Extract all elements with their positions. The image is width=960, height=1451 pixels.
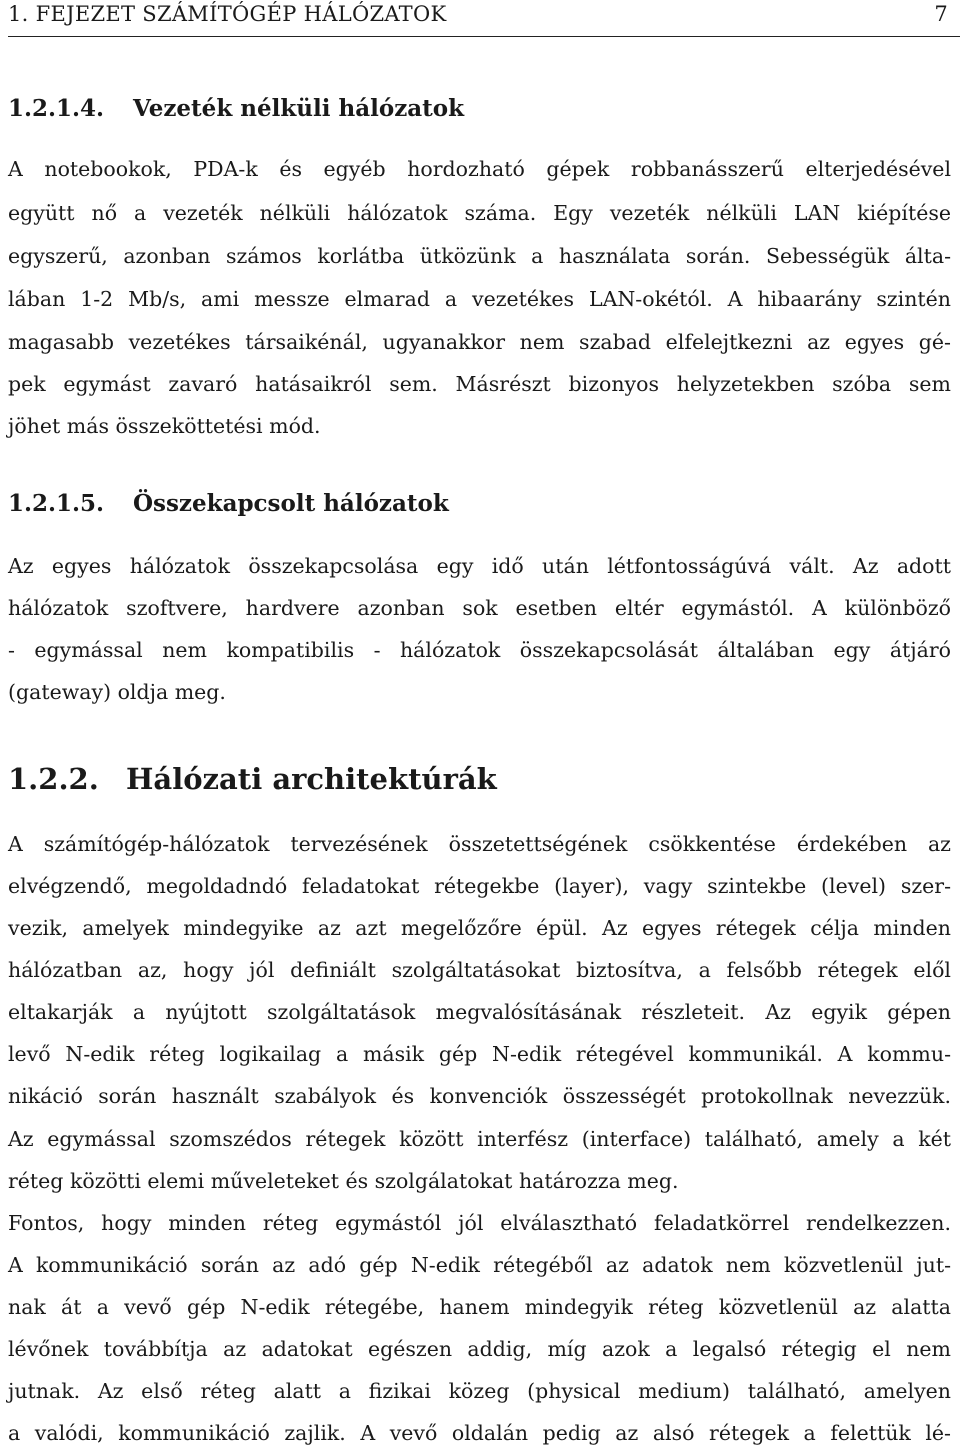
- paragraph-line: hálózatok szoftvere, hardvere azonban sok esetben eltér egymástól. A különböző: [8, 596, 951, 620]
- section-number: 1.2.2.: [8, 762, 99, 796]
- section-heading-wireless: [8, 95, 464, 122]
- section-title: Vezeték nélküli hálózatok: [133, 95, 465, 122]
- header-divider: [8, 36, 960, 37]
- paragraph-line: nikáció során használt szabályok és konvenciók összességét protokollnak nevezzük.: [8, 1084, 951, 1108]
- section-title: Hálózati architektúrák: [126, 762, 497, 796]
- paragraph-line: jutnak. Az első réteg alatt a fizikai közeg (physical medium) található, amelyen: [8, 1379, 951, 1403]
- paragraph-line: réteg közötti elemi műveleteket és szolgálatokat határozza meg.: [8, 1169, 679, 1193]
- paragraph-line: Az egymással szomszédos rétegek között interfész (interface) található, amely a két: [8, 1127, 951, 1151]
- paragraph-line: eltakarják a nyújtott szolgáltatások megvalósításának részleteit. Az egyik gépen: [8, 1000, 951, 1024]
- paragraph-line: Az egyes hálózatok összekapcsolása egy idő után létfontosságúvá vált. Az adott: [8, 554, 951, 578]
- paragraph-line: levő N-edik réteg logikailag a másik gép N-edik rétegével kommunikál. A kommu-: [8, 1042, 951, 1066]
- chapter-label: 1. FEJEZET SZÁMÍTÓGÉP HÁLÓZATOK: [8, 2, 447, 26]
- paragraph-line: együtt nő a vezeték nélküli hálózatok száma. Egy vezeték nélküli LAN kiépítése: [8, 201, 951, 225]
- section-heading-internetworks: [8, 490, 449, 517]
- paragraph-line: a valódi, kommunikáció zajlik. A vevő oldalán pedig az alsó rétegek a felettük lé-: [8, 1421, 951, 1445]
- paragraph-line: egyszerű, azonban számos korlátba ütközünk a használata során. Sebességük álta-: [8, 244, 951, 268]
- paragraph-line: vezik, amelyek mindegyike az azt megelőzőre épül. Az egyes rétegek célja minden: [8, 916, 951, 940]
- paragraph-line: lévőnek továbbítja az adatokat egészen addig, míg azok a legalsó rétegig el nem: [8, 1337, 951, 1361]
- paragraph-line: pek egymást zavaró hatásaikról sem. Másrészt bizonyos helyzetekben szóba sem: [8, 372, 951, 396]
- paragraph-line: A kommunikáció során az adó gép N-edik rétegéből az adatok nem közvetlenül jut-: [8, 1253, 951, 1277]
- running-header: [8, 2, 948, 32]
- paragraph-line: magasabb vezetékes társaikénál, ugyanakkor nem szabad elfelejtkezni az egyes gé-: [8, 330, 951, 354]
- paragraph-line: lában 1-2 Mb/s, ami messze elmarad a vezetékes LAN-okétól. A hibaarány szintén: [8, 287, 951, 311]
- section-heading-architectures: [8, 762, 497, 796]
- paragraph-line: nak át a vevő gép N-edik rétegébe, hanem mindegyik réteg közvetlenül az alatta: [8, 1295, 951, 1319]
- section-number: 1.2.1.5.: [8, 490, 105, 517]
- paragraph-line: hálózatban az, hogy jól definiált szolgáltatásokat biztosítva, a felsőbb rétegek elől: [8, 958, 951, 982]
- paragraph-line: - egymással nem kompatibilis - hálózatok összekapcsolását általában egy átjáró: [8, 638, 951, 662]
- paragraph-line: Fontos, hogy minden réteg egymástól jól elválasztható feladatkörrel rendelkezzen.: [8, 1211, 951, 1235]
- paragraph-line: A számítógép-hálózatok tervezésének összetettségének csökkentése érdekében az: [8, 832, 951, 856]
- paragraph-line: jöhet más összeköttetési mód.: [8, 414, 321, 438]
- paragraph-line: elvégzendő, megoldadndó feladatokat rétegekbe (layer), vagy szintekbe (level) szer-: [8, 874, 951, 898]
- section-number: 1.2.1.4.: [8, 95, 105, 122]
- section-title: Összekapcsolt hálózatok: [133, 490, 449, 517]
- page-number: 7: [934, 2, 948, 26]
- paragraph-line: A notebookok, PDA-k és egyéb hordozható gépek robbanásszerű elterjedésével: [8, 157, 951, 181]
- paragraph-line: (gateway) oldja meg.: [8, 680, 226, 704]
